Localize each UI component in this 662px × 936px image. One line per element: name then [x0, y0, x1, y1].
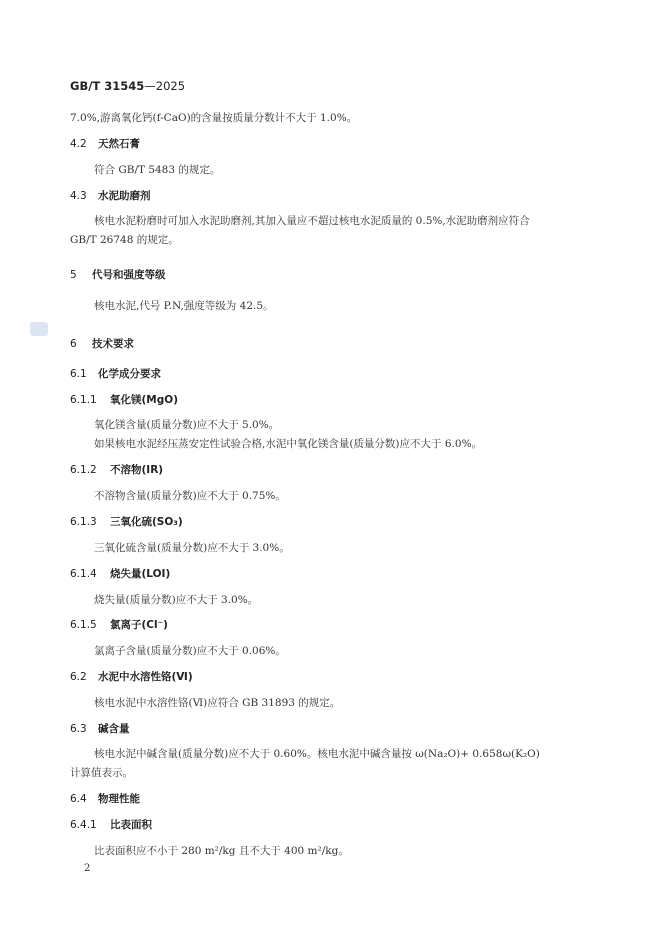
text-line: 核电水泥粉磨时可加入水泥助磨剂,其加入量应不超过核电水泥质量的 0.5%,水泥助磨剂应符合 [94, 215, 530, 227]
text-line: 7.0%,游离氧化钙(f-CaO)的含量按质量分数计不大于 1.0%。 [70, 112, 358, 124]
section-heading-6-1-1: 6.1.1 氧化镁(MgO) [70, 394, 178, 406]
section-heading-5: 5 代号和强度等级 [70, 269, 166, 281]
text-line: 三氧化硫含量(质量分数)应不大于 3.0%。 [94, 542, 290, 554]
section-heading-6-3: 6.3 碱含量 [70, 723, 130, 735]
section-heading-4-2: 4.2 天然石膏 [70, 138, 140, 150]
section-heading-6-1: 6.1 化学成分要求 [70, 368, 161, 380]
text-line: 核电水泥中水溶性铬(Ⅵ)应符合 GB 31893 的规定。 [94, 697, 341, 709]
text-line: 比表面积应不小于 280 m²/kg 且不大于 400 m²/kg。 [94, 845, 349, 857]
page-number: 2 [84, 863, 91, 874]
text-line: 如果核电水泥经压蒸安定性试验合格,水泥中氧化镁含量(质量分数)应不大于 6.0%。 [94, 438, 483, 450]
text-line: 氯离子含量(质量分数)应不大于 0.06%。 [94, 645, 286, 657]
text-line: 不溶物含量(质量分数)应不大于 0.75%。 [94, 490, 286, 502]
text-line: 计算值表示。 [70, 767, 133, 779]
text-line: 氧化镁含量(质量分数)应不大于 5.0%。 [94, 419, 280, 431]
text-line: 核电水泥中碱含量(质量分数)应不大于 0.60%。核电水泥中碱含量按 ω(Na₂O)+ 0.658ω(K₂O) [94, 748, 540, 760]
section-heading-6-1-5: 6.1.5 氯离子(Cl⁻) [70, 619, 168, 631]
text-line: 符合 GB/T 5483 的规定。 [94, 164, 221, 176]
section-heading-6-2: 6.2 水泥中水溶性铬(Ⅵ) [70, 671, 193, 683]
section-heading-6-1-3: 6.1.3 三氧化硫(SO₃) [70, 516, 183, 528]
standard-code-header: GB/T 31545—2025 [70, 79, 186, 93]
text-line: 烧失量(质量分数)应不大于 3.0%。 [94, 594, 259, 606]
section-heading-6-1-4: 6.1.4 烧失量(LOI) [70, 568, 171, 580]
watermark-stamp-icon [30, 322, 48, 336]
section-heading-6-4-1: 6.4.1 比表面积 [70, 819, 152, 831]
section-heading-4-3: 4.3 水泥助磨剂 [70, 190, 151, 202]
section-heading-6: 6 技术要求 [70, 338, 134, 350]
text-line: 核电水泥,代号 P.N,强度等级为 42.5。 [94, 300, 274, 312]
text-line: GB/T 26748 的规定。 [70, 234, 179, 246]
section-heading-6-4: 6.4 物理性能 [70, 793, 140, 805]
section-heading-6-1-2: 6.1.2 不溶物(IR) [70, 464, 164, 476]
